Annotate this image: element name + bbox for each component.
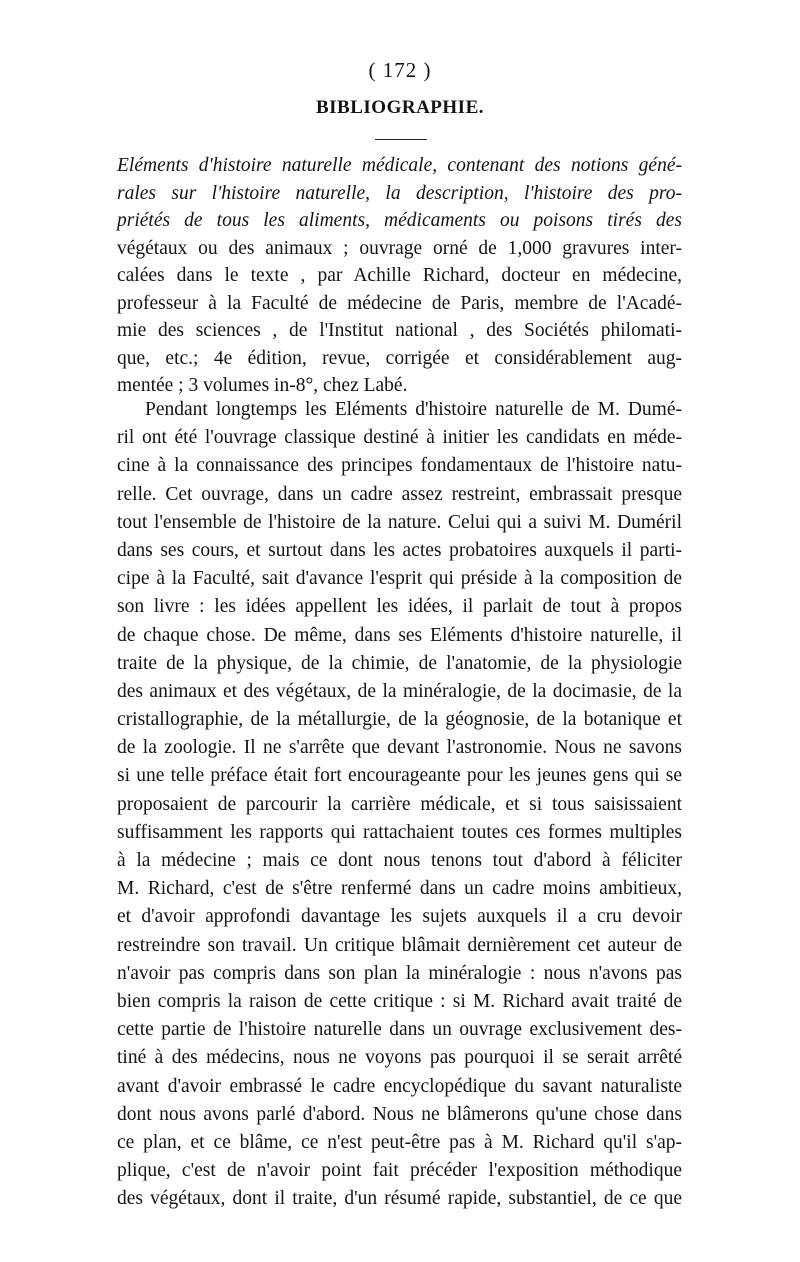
entry-line: que, etc.; 4e édition, revue, corrigée et considérablement aug- <box>117 347 682 369</box>
entry-line: Eléments d'histoire naturelle médicale, contenant des notions géné- <box>117 155 682 176</box>
entry-line: végétaux ou des animaux ; ouvrage orné de 1,000 gravures inter- <box>117 237 682 259</box>
text-line: ril ont été l'ouvrage classique destiné à initier les candidats en méde- <box>117 427 682 449</box>
review-body-paragraph <box>117 396 682 1213</box>
entry-line: mie des sciences , de l'Institut national , des Sociétés philomati- <box>117 320 682 341</box>
text-line: son livre : les idées appellent les idées, il parlait de tout à propos <box>117 596 682 618</box>
text-line: et d'avoir approfondi davantage les sujets auxquels il a cru devoir <box>117 906 682 928</box>
text-line: restreindre son travail. Un critique blâmait dernièrement cet auteur de <box>117 934 682 956</box>
page-number: ( 172 ) <box>368 58 432 82</box>
text-line: cristallographie, de la métallurgie, de la géognosie, de la botanique et <box>117 709 682 731</box>
text-line: n'avoir pas compris dans son plan la minéralogie : nous n'avons pas <box>117 962 682 984</box>
entry-line: priétés de tous les aliments, médicaments ou poisons tirés des <box>117 210 682 231</box>
text-line: de chaque chose. De même, dans ses Eléments d'histoire naturelle, il <box>117 624 682 646</box>
entry-line: mentée ; 3 volumes in-8°, chez Labé. <box>117 375 408 396</box>
text-line: tiné à des médecins, nous ne voyons pas pourquoi il se serait arrêté <box>117 1047 682 1069</box>
section-title: BIBLIOGRAPHIE. <box>315 97 484 118</box>
text-line: cette partie de l'histoire naturelle dans un ouvrage exclusivement des- <box>117 1019 682 1041</box>
text-line: bien compris la raison de cette critique : si M. Richard avait traité de <box>117 990 682 1012</box>
text-line: avant d'avoir embrassé le cadre encyclopédique du savant naturaliste <box>117 1075 682 1097</box>
text-line: Pendant longtemps les Eléments d'histoire naturelle de M. Dumé- <box>145 399 682 420</box>
bibliographic-entry <box>117 152 682 400</box>
entry-line: calées dans le texte , par Achille Richard, docteur en médecine, <box>117 265 682 286</box>
text-line: si une telle préface était fort encourageante pour les jeunes gens qui se <box>117 765 682 787</box>
text-line: à la médecine ; mais ce dont nous tenons tout d'abord à féliciter <box>117 850 682 871</box>
text-line: plique, c'est de n'avoir point fait précéder l'exposition méthodique <box>117 1160 682 1182</box>
text-line: suffisamment les rapports qui rattachaient toutes ces formes multiples <box>117 821 682 843</box>
text-line: ce plan, et ce blâme, ce n'est peut-être pas à M. Richard qu'il s'ap- <box>117 1131 682 1153</box>
text-line: cine à la connaissance des principes fondamentaux de l'histoire natu- <box>117 455 682 477</box>
text-line: de la zoologie. Il ne s'arrête que devant l'astronomie. Nous ne savons <box>117 737 682 759</box>
text-line: dont nous avons parlé d'abord. Nous ne blâmerons qu'une chose dans <box>117 1103 682 1125</box>
entry-line: professeur à la Faculté de médecine de Paris, membre de l'Acadé- <box>117 292 682 314</box>
text-line: cipe à la Faculté, sait d'avance l'esprit qui préside à la composition de <box>117 568 682 590</box>
text-line: proposaient de parcourir la carrière médicale, et si tous saisissaient <box>117 793 682 815</box>
text-line: dans ses cours, et surtout dans les actes probatoires auxquels il parti- <box>117 539 682 561</box>
title-rule-divider <box>375 139 427 140</box>
text-line: des végétaux, dont il traite, d'un résumé rapide, substantiel, de ce que <box>117 1188 682 1210</box>
text-line: tout l'ensemble de l'histoire de la nature. Celui qui a suivi M. Duméril <box>117 511 682 533</box>
text-line: traite de la physique, de la chimie, de l'anatomie, de la physiologie <box>117 652 682 674</box>
text-line: M. Richard, c'est de s'être renfermé dans un cadre moins ambitieux, <box>117 878 682 900</box>
entry-line: rales sur l'histoire naturelle, la description, l'histoire des pro- <box>117 182 682 204</box>
text-line: relle. Cet ouvrage, dans un cadre assez restreint, embrassait presque <box>117 483 682 505</box>
text-line: des animaux et des végétaux, de la minéralogie, de la docimasie, de la <box>117 680 682 702</box>
